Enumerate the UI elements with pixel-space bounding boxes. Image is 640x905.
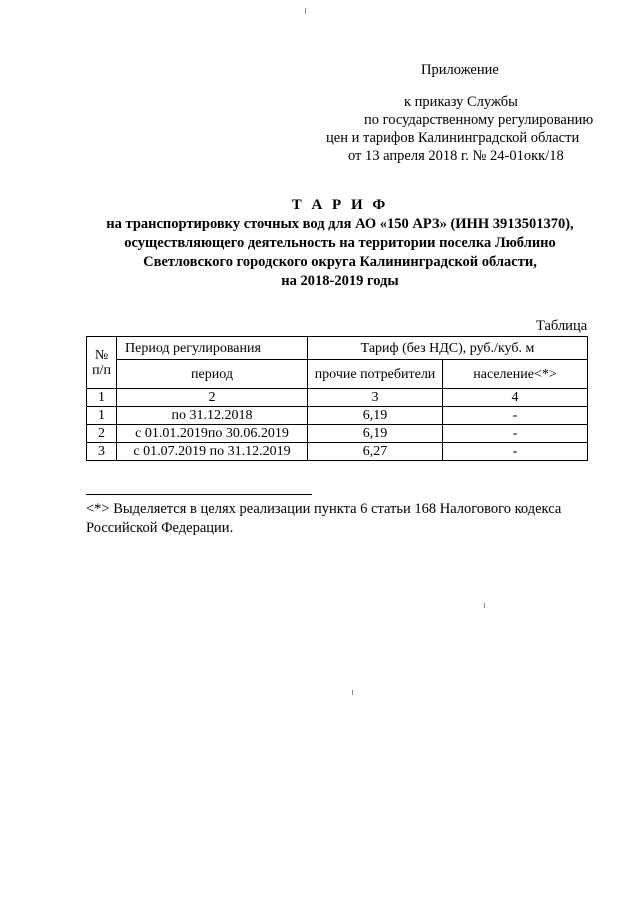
row-population-tariff: - <box>443 425 588 443</box>
row-other-tariff: 6,19 <box>308 407 443 425</box>
header-period: период <box>117 360 308 389</box>
index-cell: 2 <box>117 389 308 407</box>
title-line-3: Светловского городского округа Калининградской области, <box>143 254 537 270</box>
scan-mark <box>305 8 306 14</box>
table-header-row <box>87 337 588 360</box>
row-num: 2 <box>87 425 117 443</box>
header-num: № п/п <box>87 337 117 389</box>
header-other-consumers: прочие потребители <box>308 360 443 389</box>
scan-mark <box>352 690 353 695</box>
row-period: по 31.12.2018 <box>117 407 308 425</box>
appendix-service-line: по государственному регулированию <box>364 112 594 128</box>
document-title: Т А Р И Ф <box>291 197 389 213</box>
row-other-tariff: 6,27 <box>308 443 443 461</box>
table-row <box>87 443 588 461</box>
header-population: население<*> <box>443 360 588 389</box>
row-period: с 01.07.2019 по 31.12.2019 <box>117 443 308 461</box>
row-population-tariff: - <box>443 443 588 461</box>
row-other-tariff: 6,19 <box>308 425 443 443</box>
tariff-table <box>86 336 588 461</box>
title-line-4: на 2018-2019 годы <box>281 273 399 289</box>
document-title-block <box>0 196 640 291</box>
footnote-divider <box>86 494 312 495</box>
footnote: <*> Выделяется в целях реализации пункта 6 статьи 168 Налогового кодекса Российской Федерации. <box>86 501 562 536</box>
index-cell: 1 <box>87 389 117 407</box>
title-line-2: осуществляющего деятельность на территории поселка Люблино <box>124 235 556 251</box>
index-cell: 4 <box>443 389 588 407</box>
appendix-title: Приложение <box>421 62 499 78</box>
header-tariff-group: Тариф (без НДС), руб./куб. м <box>308 337 588 360</box>
table-row <box>87 425 588 443</box>
table-row <box>87 407 588 425</box>
row-population-tariff: - <box>443 407 588 425</box>
appendix-order-line: к приказу Службы <box>404 94 518 110</box>
row-num: 3 <box>87 443 117 461</box>
title-line-1: на транспортировку сточных вод для АО «150 АРЗ» (ИНН 3913501370), <box>106 216 574 232</box>
row-num: 1 <box>87 407 117 425</box>
scan-mark <box>484 603 485 608</box>
appendix-date-line: от 13 апреля 2018 г. № 24-01окк/18 <box>348 148 564 164</box>
table-subheader-row <box>87 360 588 389</box>
appendix-region-line: цен и тарифов Калининградской области <box>326 130 580 146</box>
table-index-row <box>87 389 588 407</box>
table-caption: Таблица <box>536 318 588 334</box>
header-period-group: Период регулирования <box>117 337 308 360</box>
index-cell: 3 <box>308 389 443 407</box>
row-period: с 01.01.2019по 30.06.2019 <box>117 425 308 443</box>
